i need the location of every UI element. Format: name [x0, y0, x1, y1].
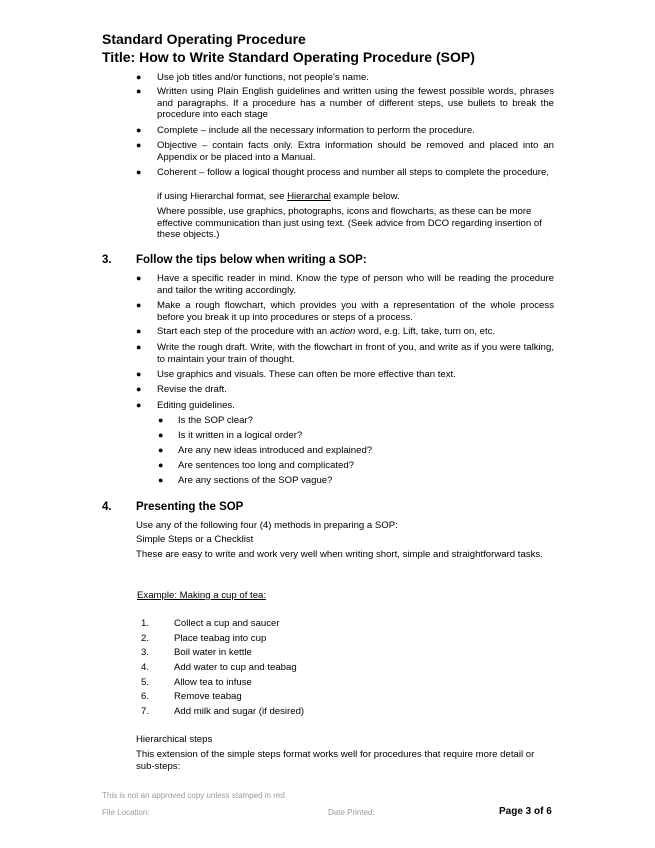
bullet-icon: ●: [136, 342, 142, 352]
example-heading: Example: Making a cup of tea:: [137, 590, 267, 601]
emphasis: action: [329, 326, 356, 337]
file-location-label: File Location:: [102, 808, 150, 817]
list-item: Revise the draft.: [157, 384, 227, 395]
bullet-icon: ●: [136, 326, 142, 336]
bullet-icon: ●: [136, 400, 142, 410]
step-number: 5.: [141, 677, 150, 688]
bullet-icon: ●: [136, 273, 142, 283]
list-item: Complete – include all the necessary information to perform the procedure.: [157, 125, 475, 136]
bullet-icon: ●: [136, 167, 142, 177]
text: word, e.g. Lift, take, turn on, etc.: [355, 326, 496, 337]
bullet-icon: ●: [158, 415, 164, 425]
step-number: 7.: [141, 706, 150, 717]
section-3-title: Follow the tips below when writing a SOP:: [136, 254, 367, 266]
sub-list-item: Are any new ideas introduced and explained?: [178, 445, 373, 456]
bullet-icon: ●: [136, 369, 142, 379]
section-3-number: 3.: [102, 254, 112, 266]
list-item: Use graphics and visuals. These can often be more effective than text.: [157, 369, 456, 380]
hierarchal-link[interactable]: Hierarchal: [287, 191, 331, 202]
bullet-icon: ●: [158, 430, 164, 440]
sub-heading: Hierarchical steps: [136, 734, 213, 745]
sub-heading: Simple Steps or a Checklist: [136, 534, 254, 545]
doc-heading: Standard Operating Procedure: [102, 31, 306, 47]
bullet-icon: ●: [136, 86, 142, 96]
list-item: Coherent – follow a logical thought process and number all steps to complete the procedure,: [157, 167, 549, 178]
sub-list-item: Are sentences too long and complicated?: [178, 460, 354, 471]
list-item: Write the rough draft. Write, with the flowchart in front of you, and write as if you were talking, to maintain your train of thought.: [157, 342, 554, 365]
section-4-title: Presenting the SOP: [136, 501, 244, 513]
approval-notice: This is not an approved copy unless stamped in red: [102, 791, 285, 800]
step-number: 4.: [141, 662, 150, 673]
doc-title: Title: How to Write Standard Operating Procedure (SOP): [102, 49, 475, 65]
bullet-icon: ●: [136, 384, 142, 394]
step-text: Allow tea to infuse: [174, 677, 252, 688]
list-item: Editing guidelines.: [157, 400, 235, 411]
step-text: Place teabag into cup: [174, 633, 267, 644]
list-item: Have a specific reader in mind. Know the type of person who will be reading the procedure and tailor the writing accordingly.: [157, 273, 554, 296]
step-number: 1.: [141, 618, 150, 629]
list-item: Use job titles and/or functions, not people's name.: [157, 72, 369, 83]
step-number: 6.: [141, 691, 150, 702]
step-number: 3.: [141, 647, 150, 658]
text: Start each step of the procedure with an: [157, 326, 330, 337]
list-item: [157, 326, 554, 338]
page-number: Page 3 of 6: [499, 806, 552, 817]
section-4-number: 4.: [102, 501, 112, 513]
step-number: 2.: [141, 633, 150, 644]
step-text: Boil water in kettle: [174, 647, 252, 658]
paragraph: Use any of the following four (4) methods in preparing a SOP:: [136, 520, 398, 531]
list-item-continuation: [157, 191, 554, 203]
sub-list-item: Is it written in a logical order?: [178, 430, 303, 441]
paragraph: These are easy to write and work very well when writing short, simple and straightforward tasks.: [136, 549, 543, 560]
bullet-icon: ●: [158, 460, 164, 470]
bullet-icon: ●: [136, 125, 142, 135]
paragraph: This extension of the simple steps format works well for procedures that require more detail or sub-steps:: [136, 749, 535, 772]
bullet-icon: ●: [136, 72, 142, 82]
text: if using Hierarchal format, see: [157, 191, 288, 202]
step-text: Add water to cup and teabag: [174, 662, 297, 673]
bullet-icon: ●: [136, 140, 142, 150]
list-item: Written using Plain English guidelines and written using the fewest possible words, phrases and paragraphs. If a procedure has a number of different steps, use bullets to break the procedure into each stage: [157, 86, 554, 120]
date-printed-label: Date Printed:: [328, 808, 375, 817]
list-item: Objective – contain facts only. Extra information should be removed and placed into an Appendix or be placed into a Manual.: [157, 140, 554, 163]
step-text: Remove teabag: [174, 691, 242, 702]
step-text: Collect a cup and saucer: [174, 618, 280, 629]
bullet-icon: ●: [158, 445, 164, 455]
step-text: Add milk and sugar (if desired): [174, 706, 305, 717]
bullet-icon: ●: [136, 300, 142, 310]
list-item: Make a rough flowchart, which provides you with a representation of the whole process before you break it up into procedures or steps of a process.: [157, 300, 554, 323]
sub-list-item: Are any sections of the SOP vague?: [178, 475, 333, 486]
text: example below.: [330, 191, 400, 202]
bullet-icon: ●: [158, 475, 164, 485]
sub-list-item: Is the SOP clear?: [178, 415, 254, 426]
list-item-paragraph: Where possible, use graphics, photographs, icons and flowcharts, as these can be more effective communication than just using text. (Seek advice from DCO regarding insertion of these objects.): [157, 206, 542, 240]
